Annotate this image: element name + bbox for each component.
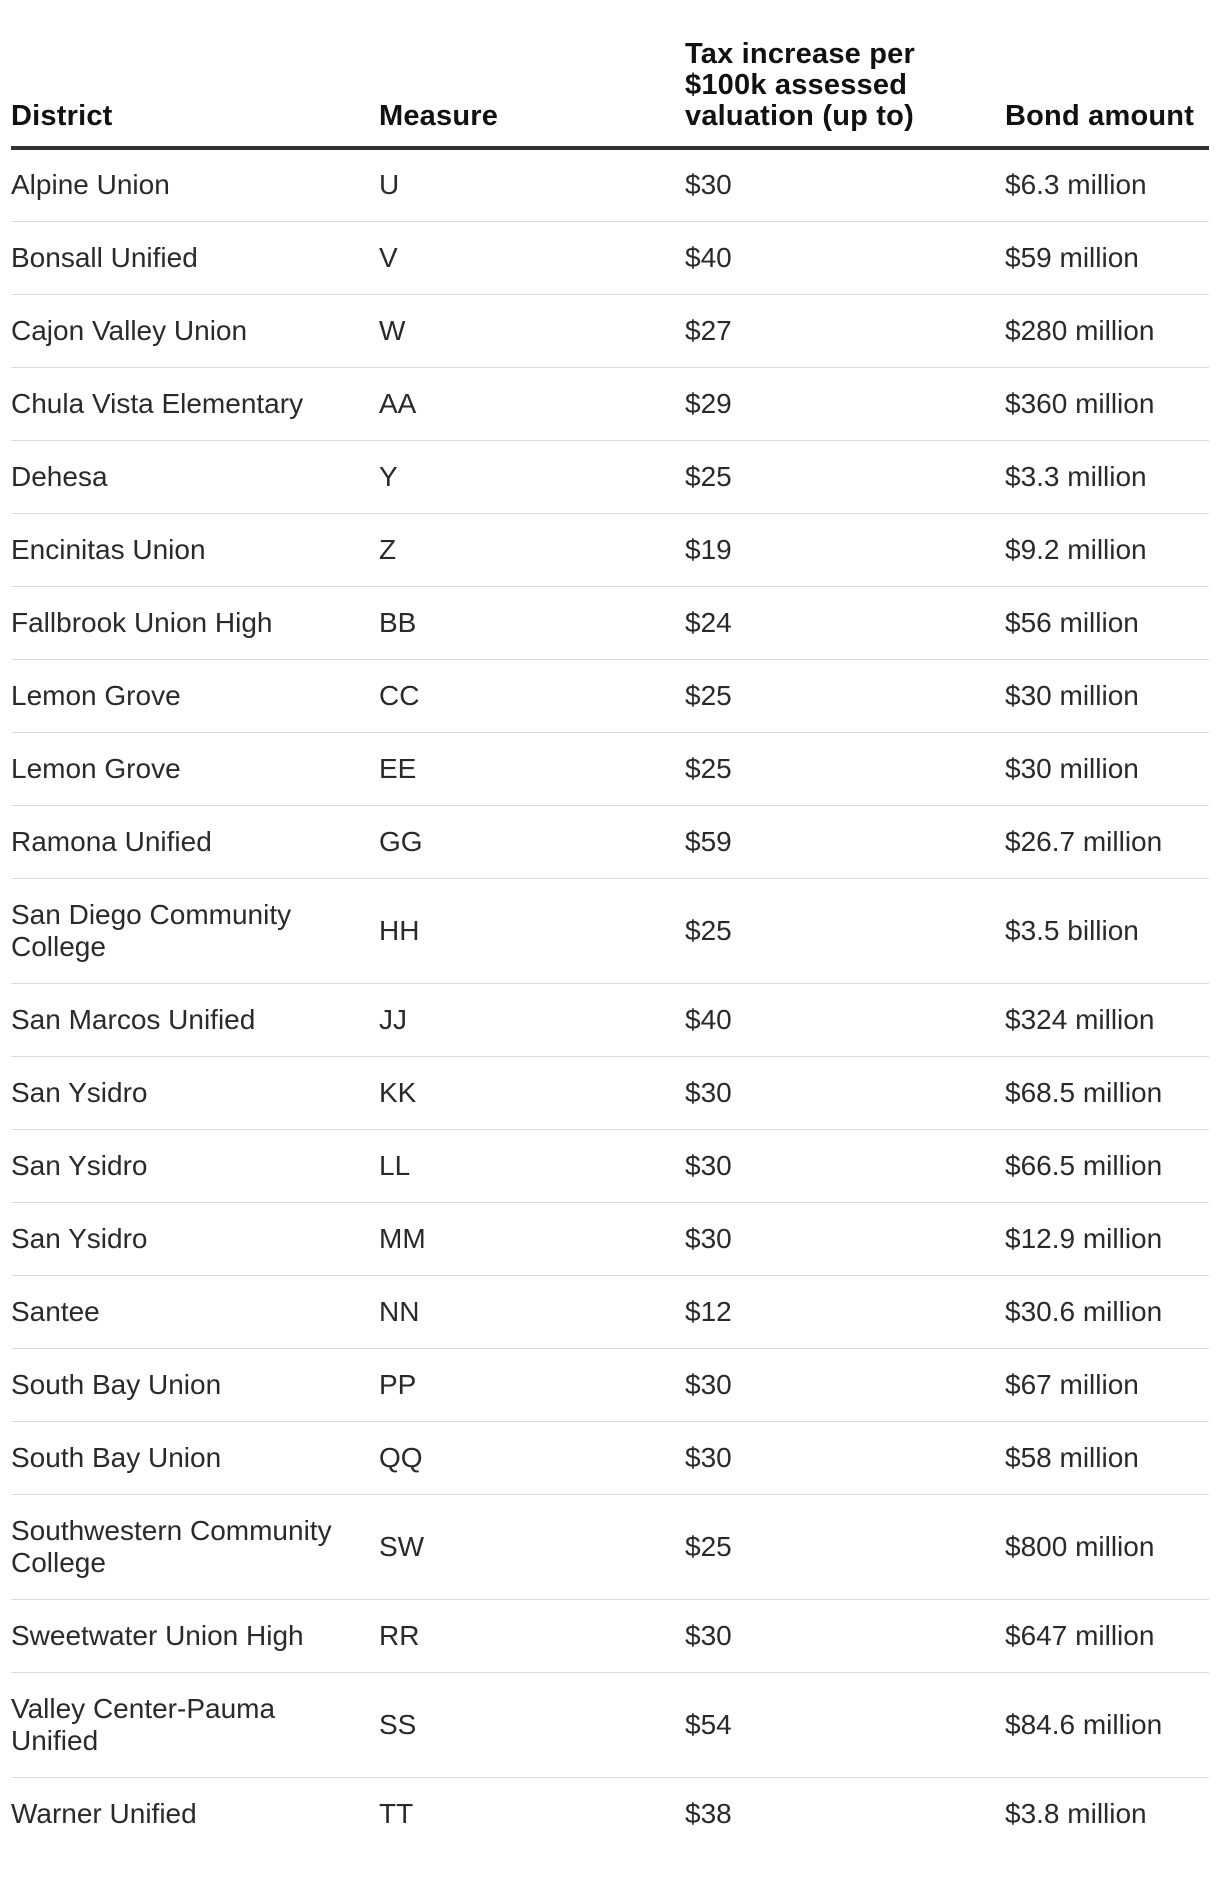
- district-cell: Fallbrook Union High: [11, 586, 379, 659]
- district-cell: Ramona Unified: [11, 805, 379, 878]
- district-cell: Sweetwater Union High: [11, 1599, 379, 1672]
- column-header-district: District: [11, 24, 379, 148]
- bond-amount-cell: $360 million: [1005, 367, 1209, 440]
- table-row: [11, 1599, 1209, 1672]
- district-cell: Valley Center-Pauma Unified: [11, 1672, 379, 1777]
- measure-cell: BB: [379, 586, 685, 659]
- district-cell: San Ysidro: [11, 1056, 379, 1129]
- measure-cell: U: [379, 148, 685, 221]
- bond-amount-cell: $3.3 million: [1005, 440, 1209, 513]
- header-row: [11, 24, 1209, 148]
- measure-cell: HH: [379, 878, 685, 983]
- district-cell: South Bay Union: [11, 1348, 379, 1421]
- measure-cell: EE: [379, 732, 685, 805]
- tax-increase-cell: $25: [685, 1494, 1005, 1599]
- table-row: [11, 294, 1209, 367]
- bond-amount-cell: $12.9 million: [1005, 1202, 1209, 1275]
- district-cell: Warner Unified: [11, 1797, 197, 1829]
- tax-increase-cell: $54: [685, 1672, 1005, 1777]
- measure-cell: MM: [379, 1202, 685, 1275]
- table-row: [11, 148, 1209, 221]
- tax-increase-cell: $30: [685, 1348, 1005, 1421]
- district-cell: Southwestern Community College: [11, 1494, 379, 1599]
- bond-amount-cell: $30.6 million: [1005, 1275, 1209, 1348]
- table-row: [11, 659, 1209, 732]
- bond-measures-table: [11, 24, 1209, 1850]
- table-row: [11, 513, 1209, 586]
- tax-increase-cell: $30: [685, 1129, 1005, 1202]
- bond-amount-cell: $30 million: [1005, 659, 1209, 732]
- tax-increase-cell: $19: [685, 513, 1005, 586]
- bond-amount-cell: $6.3 million: [1005, 148, 1209, 221]
- measure-cell: W: [379, 294, 685, 367]
- tax-increase-cell: $25: [685, 878, 1005, 983]
- column-header-bond-amount: Bond amount: [1005, 24, 1209, 148]
- measure-cell: LL: [379, 1129, 685, 1202]
- measure-cell: PP: [379, 1348, 685, 1421]
- bond-amount-cell: $800 million: [1005, 1494, 1209, 1599]
- measure-cell: NN: [379, 1275, 685, 1348]
- table-row: [11, 1494, 1209, 1599]
- table-row: [11, 1202, 1209, 1275]
- tax-increase-cell: $27: [685, 294, 1005, 367]
- bond-amount-cell: $9.2 million: [1005, 513, 1209, 586]
- tax-increase-cell: $30: [685, 1056, 1005, 1129]
- tax-increase-cell: $38: [685, 1797, 732, 1829]
- table-row: [11, 1348, 1209, 1421]
- measure-cell: AA: [379, 367, 685, 440]
- district-cell: Alpine Union: [11, 148, 379, 221]
- tax-increase-cell: $24: [685, 586, 1005, 659]
- district-cell: Chula Vista Elementary: [11, 367, 379, 440]
- district-cell: Santee: [11, 1275, 379, 1348]
- table-row: [11, 1421, 1209, 1494]
- tax-increase-cell: $25: [685, 732, 1005, 805]
- table-row: [11, 732, 1209, 805]
- measure-cell: GG: [379, 805, 685, 878]
- measure-cell: JJ: [379, 983, 685, 1056]
- tax-increase-cell: $25: [685, 659, 1005, 732]
- tax-increase-cell: $40: [685, 983, 1005, 1056]
- district-cell: Lemon Grove: [11, 732, 379, 805]
- tax-increase-cell: $30: [685, 1421, 1005, 1494]
- tax-increase-cell: $30: [685, 1202, 1005, 1275]
- table-row: [11, 586, 1209, 659]
- table-row: [11, 805, 1209, 878]
- bond-amount-cell: $58 million: [1005, 1421, 1209, 1494]
- tax-increase-cell: $29: [685, 367, 1005, 440]
- bond-measures-table-container: [11, 24, 1209, 1850]
- tax-increase-cell: $25: [685, 440, 1005, 513]
- bond-amount-cell: $56 million: [1005, 586, 1209, 659]
- measure-cell: Y: [379, 440, 685, 513]
- tax-increase-cell: $30: [685, 1599, 1005, 1672]
- district-cell: Bonsall Unified: [11, 221, 379, 294]
- bond-amount-cell: $280 million: [1005, 294, 1209, 367]
- bond-amount-cell: $30 million: [1005, 732, 1209, 805]
- tax-increase-cell: $12: [685, 1275, 1005, 1348]
- measure-cell: V: [379, 221, 685, 294]
- bond-amount-cell: $647 million: [1005, 1599, 1209, 1672]
- table-row: [11, 440, 1209, 513]
- bond-amount-cell: $84.6 million: [1005, 1672, 1209, 1777]
- measure-cell: QQ: [379, 1421, 685, 1494]
- measure-cell: KK: [379, 1056, 685, 1129]
- district-cell: Lemon Grove: [11, 659, 379, 732]
- table-row: [11, 983, 1209, 1056]
- measure-cell: Z: [379, 513, 685, 586]
- bond-amount-cell: $67 million: [1005, 1348, 1209, 1421]
- measure-cell: TT: [379, 1797, 414, 1829]
- table-row: [11, 1777, 1209, 1850]
- district-cell: Dehesa: [11, 440, 379, 513]
- table-row: [11, 221, 1209, 294]
- district-cell: San Marcos Unified: [11, 983, 379, 1056]
- bond-amount-cell: $3.5 billion: [1005, 878, 1209, 983]
- measure-cell: CC: [379, 659, 685, 732]
- bond-amount-cell: $68.5 million: [1005, 1056, 1209, 1129]
- district-cell: San Ysidro: [11, 1129, 379, 1202]
- tax-increase-cell: $59: [685, 805, 1005, 878]
- table-body: [11, 148, 1209, 1850]
- measure-cell: SS: [379, 1672, 685, 1777]
- district-cell: San Diego Community College: [11, 878, 379, 983]
- bond-amount-cell: $324 million: [1005, 983, 1209, 1056]
- table-row: [11, 1275, 1209, 1348]
- district-cell: South Bay Union: [11, 1421, 379, 1494]
- table-row: [11, 1129, 1209, 1202]
- table-row: [11, 878, 1209, 983]
- table-header: [11, 24, 1209, 148]
- measure-cell: SW: [379, 1494, 685, 1599]
- tax-increase-cell: $40: [685, 221, 1005, 294]
- bond-amount-cell: $59 million: [1005, 221, 1209, 294]
- bond-amount-cell: $3.8 million: [1005, 1797, 1147, 1829]
- district-cell: Cajon Valley Union: [11, 294, 379, 367]
- column-header-measure: Measure: [379, 24, 685, 148]
- bond-amount-cell: $66.5 million: [1005, 1129, 1209, 1202]
- district-cell: San Ysidro: [11, 1202, 379, 1275]
- column-header-tax-increase: Tax increase per $100k assessed valuation (up to): [685, 24, 1005, 148]
- measure-cell: RR: [379, 1599, 685, 1672]
- table-row: [11, 1672, 1209, 1777]
- bond-amount-cell: $26.7 million: [1005, 805, 1209, 878]
- tax-increase-cell: $30: [685, 148, 1005, 221]
- table-row: [11, 367, 1209, 440]
- district-cell: Encinitas Union: [11, 513, 379, 586]
- table-row: [11, 1056, 1209, 1129]
